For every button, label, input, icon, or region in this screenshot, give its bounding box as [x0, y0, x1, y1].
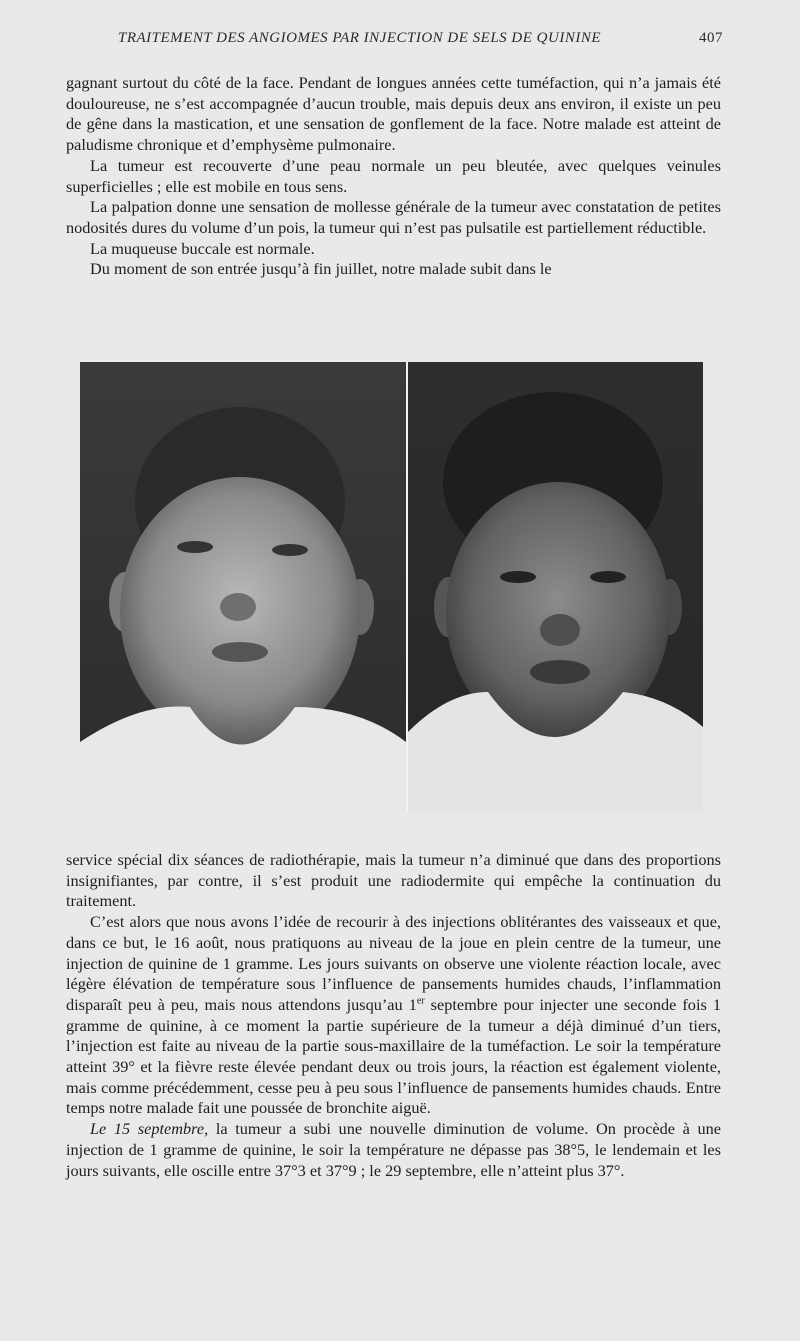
running-title: TRAITEMENT DES ANGIOMES PAR INJECTION DE SELS DE QUININE [118, 30, 601, 46]
text-block-top [66, 73, 721, 280]
paragraph: La muqueuse buccale est normale. [90, 238, 315, 258]
figure-patient-photos [80, 362, 703, 813]
paragraph: La tumeur est recouverte d’une peau normale un peu bleutée, avec quelques veinules superficielles ; elle est mobile en tous sens. [66, 155, 721, 196]
portrait-photo-after-icon [408, 362, 703, 813]
paragraph [66, 912, 721, 1119]
page-number: 407 [699, 30, 723, 46]
paragraph-part: septembre pour injecter une seconde fois 1 gramme de quinine, à ce moment la partie supérieure de la tumeur a déjà diminué d’un tiers, l’injection est faite au niveau de la partie sous-maxillaire de la tuméfaction. Le soir la température atteint 39° et la fièvre reste élevée pendant deux ou trois jours, la réaction est également violente, mais comme précédemment, cesse peu à peu sous l’influence de pansements humides chauds. Entre temps notre malade fait une poussée de bronchite aiguë. [66, 994, 721, 1118]
paragraph-part: la tumeur a subi une nouvelle diminution de volume. On procède à une injection de 1 gramme de quinine, le soir la température ne dépasse pas 38°5, le lendemain et les jours suivants, elle oscille entre 37°3 et 37°9 ; le 29 septembre, elle n’atteint plus 37°. [66, 1119, 722, 1180]
date-italic: Le 15 septembre, [90, 1119, 209, 1139]
paragraph: gagnant surtout du côté de la face. Pendant de longues années cette tuméfaction, qui n’a jamais été douloureuse, ne s’est accompagnée d’aucun trouble, mais depuis deux ans environ, il existe un peu de gêne dans la mastication, et une sensation de gonflement de la face. Notre malade est atteint de paludisme chronique et d’emphysème pulmonaire. [66, 73, 721, 155]
paragraph [66, 1119, 721, 1181]
ordinal-superscript: er [416, 995, 425, 1007]
paragraph: service spécial dix séances de radiothérapie, mais la tumeur n’a diminué que dans des proportions insignifiantes, par contre, il s’est produit une radiodermite qui empêche la continuation du traitement. [66, 850, 721, 911]
paragraph: La palpation donne une sensation de mollesse générale de la tumeur avec constatation de petites nodosités dures du volume d’un pois, la tumeur qui n’est pas pulsatile est partiellement réductible. [66, 197, 721, 237]
paragraph-part: C’est alors que nous avons l’idée de recourir à des injections oblitérantes des vaisseaux et que, dans ce but, le 16 août, nous pratiquons au niveau de la joue en plein centre de la tumeur, une injection de quinine de 1 gramme. Les jours suivants on observe une violente réaction locale, avec légère élévation de température sous l’influence de pansements humides chauds, l’inflammation disparaît peu à peu, mais nous attendons jusqu’au 1 [66, 912, 721, 1014]
text-block-bottom [66, 850, 721, 1181]
running-header [118, 30, 723, 50]
portrait-photo-before-icon [80, 362, 406, 813]
paragraph: Du moment de son entrée jusqu’à fin juillet, notre malade subit dans le [90, 259, 552, 279]
